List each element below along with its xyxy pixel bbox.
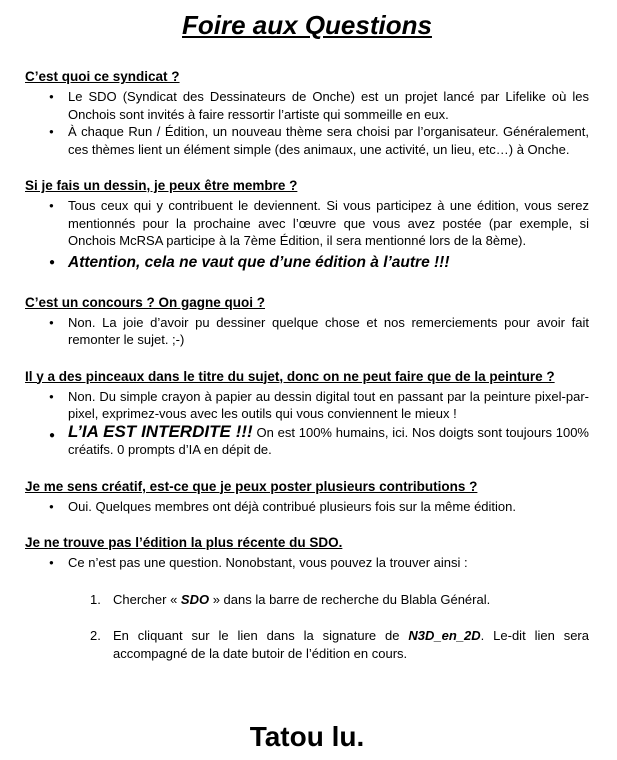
bullet-icon: ● [49, 429, 56, 441]
numbered-item [90, 627, 589, 662]
faq-sections [25, 68, 589, 662]
bullet-text [68, 388, 589, 423]
faq-section [25, 478, 589, 516]
bullet-icon: ● [49, 92, 54, 101]
section-heading: Je me sens créatif, est-ce que je peux poster plusieurs contributions ? [25, 478, 478, 494]
text-run: L’IA EST INTERDITE !!! [68, 421, 253, 441]
footer-text: Tatou lu. [249, 721, 365, 752]
numbered-text [113, 627, 589, 662]
bullet-icon: ● [49, 558, 54, 567]
bullet-list [25, 88, 589, 158]
bullet-item [25, 123, 589, 158]
bullet-icon: ● [49, 501, 54, 511]
page-title: Foire aux Questions [182, 10, 432, 40]
section-heading: C’est quoi ce syndicat ? [25, 69, 180, 84]
bullet-text [68, 123, 589, 158]
text-run: Le SDO (Syndicat des Dessinateurs de Onche) est un projet lancé par Lifelike où les Onchois sont invités à faire ressortir l’artiste qui sommeille en eux. [68, 89, 589, 122]
faq-section [25, 294, 589, 349]
text-run: Tous ceux qui y contribuent le deviennent. Si vous participez à une édition, vous serez mentionnés pour la prochaine avec l’œuvre que vous avez postée (par exemple, si Onchois McRSA participe à la 7ème Édition, il sera mentionné lors de la 8ème). [68, 198, 589, 248]
bullet-text [68, 197, 589, 250]
text-run: Ce n’est pas une question. Nonobstant, vous pouvez la trouver ainsi : [68, 555, 468, 570]
bullet-text [68, 314, 589, 349]
bullet-icon: ● [49, 256, 56, 268]
section-heading: Il y a des pinceaux dans le titre du sujet, donc on ne peut faire que de la peinture ? [25, 368, 555, 384]
bullet-list [25, 498, 589, 516]
bullet-item [25, 88, 589, 123]
bullet-item [25, 498, 589, 516]
text-run: » dans la barre de recherche du Blabla Général. [209, 591, 491, 607]
text-run: Attention, cela ne vaut que d’une édition à l’autre !!! [68, 253, 450, 271]
bullet-list [25, 314, 589, 349]
bullet-icon: ● [49, 391, 54, 401]
text-run: Oui. Quelques membres ont déjà contribué plusieurs fois sur la même édition. [68, 498, 516, 514]
bullet-item [25, 388, 589, 423]
bullet-item [25, 423, 589, 459]
bullet-item [25, 197, 589, 250]
text-run: À chaque Run / Édition, un nouveau thème sera choisi par l’organisateur. Généralement, ces thèmes lient un élément simple (des animaux, une activité, un lieu, etc…) à Onche. [68, 124, 589, 157]
numbered-text [113, 591, 589, 609]
faq-section [25, 68, 589, 158]
section-heading: Je ne trouve pas l’édition la plus récente du SDO. [25, 535, 343, 550]
bullet-list [25, 554, 589, 572]
numbered-item [90, 591, 589, 609]
bullet-text [68, 423, 589, 459]
text-run: . Le-dit lien sera accompagné de la date butoir de l’édition en cours. [113, 628, 589, 661]
bullet-text [68, 498, 589, 516]
bullet-list [25, 197, 589, 275]
bullet-icon: ● [49, 317, 54, 327]
text-run: On est 100% humains, ici. Nos doigts sont toujours 100% créatifs. 0 prompts d’IA en dépit de. [68, 424, 589, 457]
bullet-icon: ● [49, 201, 54, 210]
text-run: En cliquant sur le lien dans la signature de [113, 628, 409, 643]
faq-section [25, 534, 589, 662]
text-run: N3D_en_2D [408, 628, 481, 643]
faq-section [25, 177, 589, 275]
bullet-item [25, 554, 589, 572]
bullet-text [68, 554, 589, 572]
bullet-text [68, 88, 589, 123]
numbered-marker: 2. [90, 628, 101, 643]
text-run: Chercher « [113, 591, 181, 607]
bullet-icon: ● [49, 127, 54, 136]
section-heading: Si je fais un dessin, je peux être membre ? [25, 178, 298, 193]
faq-section [25, 368, 589, 459]
text-run: Non. La joie d’avoir pu dessiner quelque chose et nos remerciements pour avoir fait remonter le sujet. ;-) [68, 314, 589, 347]
text-run: SDO [180, 591, 210, 607]
bullet-list [25, 388, 589, 459]
section-heading: C’est un concours ? On gagne quoi ? [25, 294, 266, 310]
bullet-text [68, 251, 589, 275]
bullet-item [25, 251, 589, 275]
numbered-marker: 1. [90, 591, 101, 607]
text-run: Non. Du simple crayon à papier au dessin digital tout en passant par la peinture pixel-par-pixel, exprimez-vous avec les outils qui vous conviennent le mieux ! [68, 388, 589, 421]
bullet-item [25, 314, 589, 349]
